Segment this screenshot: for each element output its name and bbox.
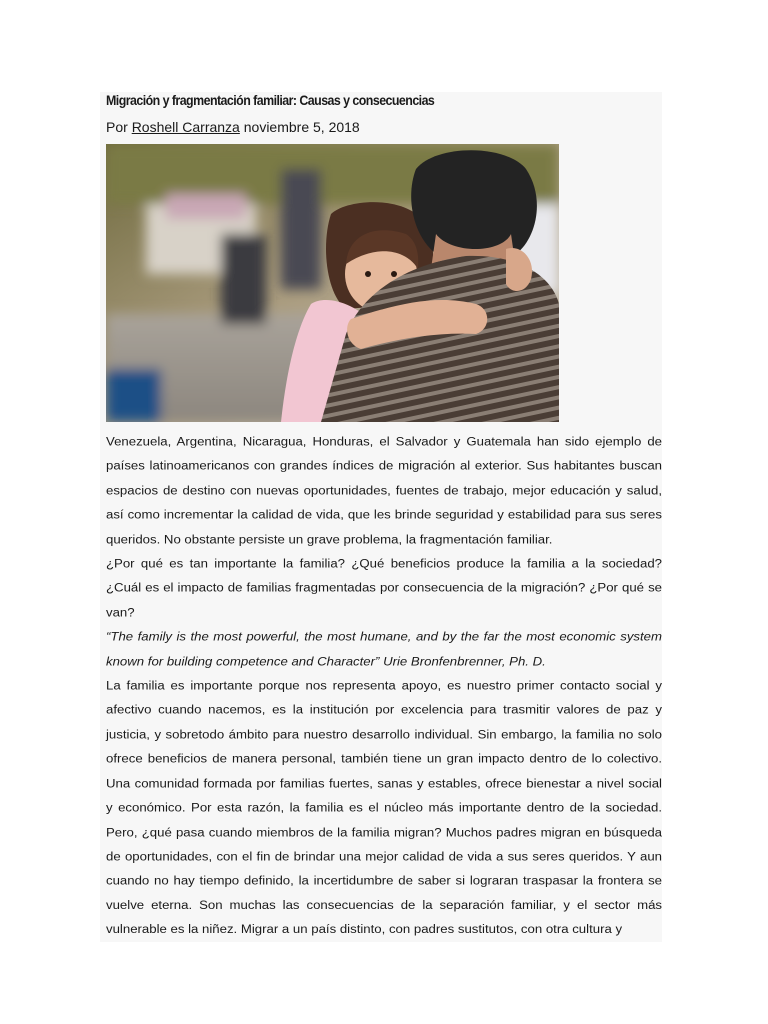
article-byline — [106, 117, 662, 141]
quote: “The family is the most powerful, the most humane, and by the far the most economic system known for building competence and Character” Urie Bronfenbrenner, Ph. D. — [106, 629, 662, 668]
publish-date: noviembre 5, 2018 — [243, 119, 360, 135]
article — [106, 92, 662, 985]
paragraph: Venezuela, Argentina, Nicaragua, Honduras, el Salvador y Guatemala han sido ejemplo de países latinoamericanos con grandes índices de migración al exterior. Sus habitantes buscan espacios de destino con nuevas oportunidades, fuentes de trabajo, mejor educación y salud, así como incrementar la calidad de vida, que les brinde seguridad y estabilidad para sus seres queridos. No obstante persiste un grave problema, la fragmentación familiar. — [106, 434, 662, 546]
article-title: Migración y fragmentación familiar: Causas y consecuencias — [106, 93, 435, 108]
paragraph: La familia es importante porque nos representa apoyo, es nuestro primer contacto social y afectivo cuando nacemos, es la institución por excelencia para trasmitir valores de paz y justicia, y sobretodo ámbito para nuestro desarrollo individual. Sin embargo, la familia no solo ofrece beneficios de manera personal, también tiene un gran impacto dentro de lo colectivo. Una comunidad formada por familias fuertes, sanas y estables, ofrece bienestar a nivel social y económico. Por esta razón, la familia es el núcleo más importante dentro de la sociedad. Pero, ¿qué pasa cuando miembros de la familia migran? Muchos padres migran en búsqueda de oportunidades, con el fin de brindar una mejor calidad de vida a sus seres queridos. Y aun cuando no hay tiempo definido, la incertidumbre de saber si lograran traspasar la frontera se vuelve eterna. Son muchas las consecuencias de la separación familiar, y el sector más vulnerable es la niñez. Migrar a un país distinto, con padres sustitutos, con otra cultura y — [106, 678, 662, 937]
article-body — [106, 430, 662, 942]
author-link[interactable]: Roshell Carranza — [131, 119, 240, 135]
article-photo — [106, 144, 559, 422]
byline-prefix: Por — [106, 119, 128, 135]
paragraph: ¿Por qué es tan importante la familia? ¿Qué beneficios produce la familia a la sociedad? ¿Cuál es el impacto de familias fragmentadas por consecuencia de la migración? ¿Por qué se van? — [106, 556, 662, 620]
